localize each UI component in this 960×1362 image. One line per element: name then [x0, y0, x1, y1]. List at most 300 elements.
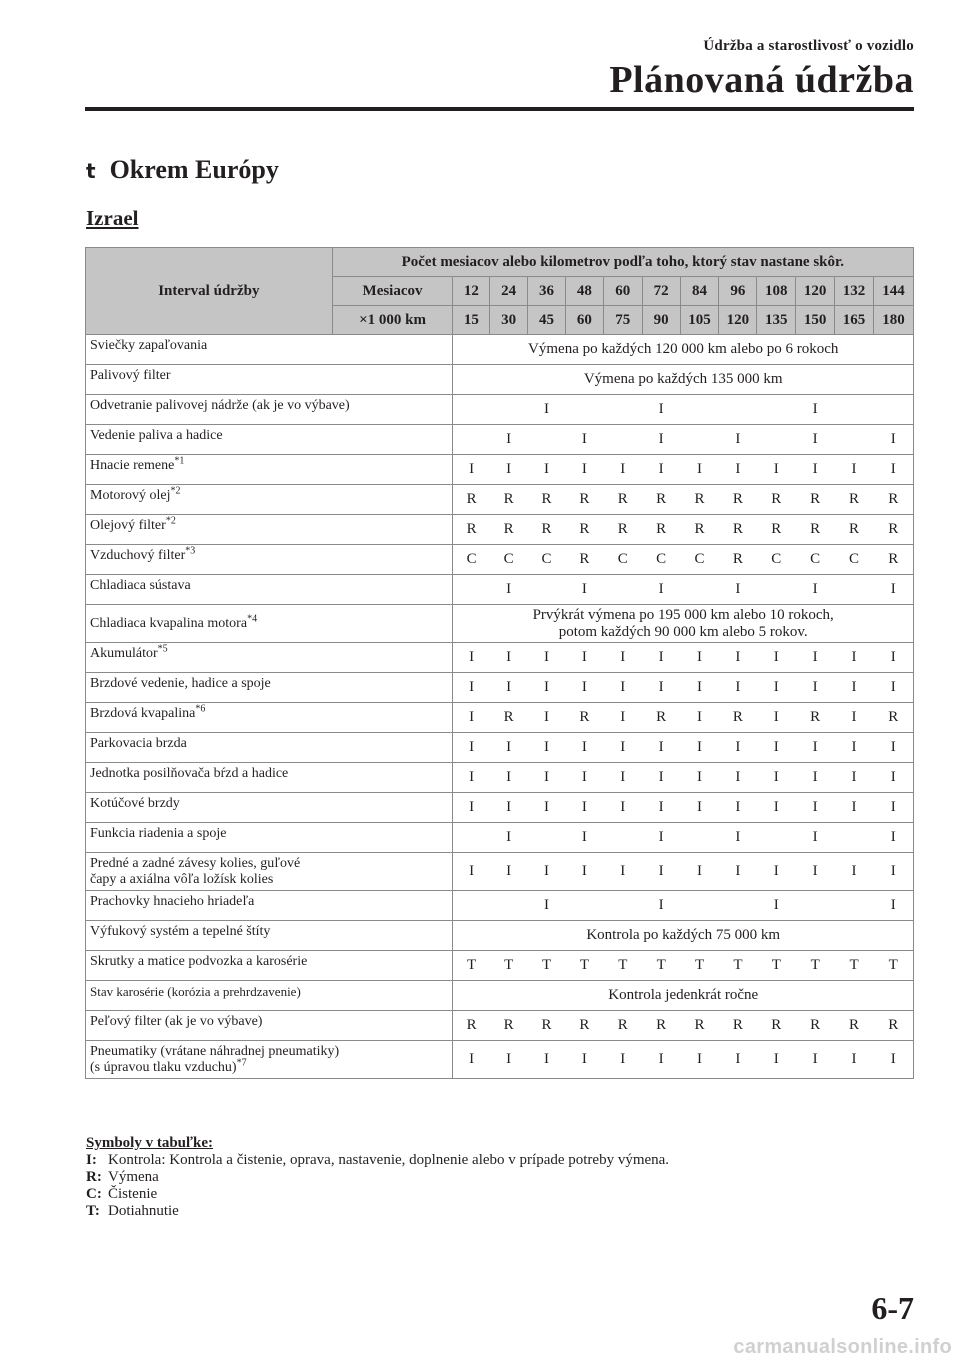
table-row	[86, 395, 914, 425]
legend-text: Dotiahnutie	[108, 1203, 179, 1219]
item-label	[86, 485, 453, 515]
schedule-cell: I	[642, 455, 680, 485]
schedule-cell: I	[796, 763, 835, 793]
schedule-cell	[603, 823, 642, 853]
km-cell: 30	[490, 306, 528, 335]
schedule-cell: I	[757, 673, 796, 703]
schedule-cell: I	[453, 673, 490, 703]
item-label-text: Chladiaca kvapalina motora	[90, 615, 248, 631]
table-row	[86, 545, 914, 575]
interval-note	[453, 605, 914, 643]
schedule-cell: R	[719, 1011, 757, 1041]
schedule-cell: I	[642, 853, 680, 891]
schedule-cell	[835, 891, 874, 921]
schedule-cell: I	[796, 455, 835, 485]
schedule-cell: R	[835, 515, 874, 545]
schedule-cell: I	[874, 425, 914, 455]
schedule-cell: T	[796, 951, 835, 981]
schedule-cell	[757, 823, 796, 853]
schedule-cell: I	[680, 673, 719, 703]
table-row	[86, 673, 914, 703]
schedule-cell: I	[757, 853, 796, 891]
schedule-cell: I	[453, 793, 490, 823]
schedule-cell: I	[796, 793, 835, 823]
km-cell: 60	[565, 306, 603, 335]
interval-note-text: Výmena po každých 120 000 km alebo po 6 rokoch	[528, 341, 839, 357]
item-label-text: Sviečky zapaľovania	[90, 338, 208, 353]
schedule-cell	[453, 823, 490, 853]
schedule-cell: I	[453, 763, 490, 793]
schedule-cell: I	[642, 643, 680, 673]
legend-key: R:	[86, 1169, 102, 1185]
schedule-cell: T	[453, 951, 490, 981]
item-label-text: Stav karosérie (korózia a prehrdzavenie)	[90, 984, 301, 999]
schedule-cell: I	[603, 853, 642, 891]
schedule-cell	[680, 823, 719, 853]
table-row	[86, 455, 914, 485]
schedule-cell: I	[603, 793, 642, 823]
schedule-cell	[680, 575, 719, 605]
km-cell: 165	[835, 306, 874, 335]
schedule-cell: C	[680, 545, 719, 575]
schedule-cell: I	[565, 425, 603, 455]
item-label	[86, 545, 453, 575]
month-cell: 60	[603, 277, 642, 306]
schedule-cell: I	[565, 823, 603, 853]
schedule-cell	[680, 891, 719, 921]
schedule-cell: I	[565, 793, 603, 823]
bullet-icon: t	[86, 159, 96, 183]
schedule-cell: I	[453, 853, 490, 891]
schedule-cell: R	[796, 703, 835, 733]
schedule-cell: I	[490, 455, 528, 485]
schedule-cell: I	[565, 455, 603, 485]
schedule-cell: R	[490, 485, 528, 515]
table-row	[86, 891, 914, 921]
schedule-cell	[835, 425, 874, 455]
interval-note-text-line2: potom každých 90 000 km alebo 5 rokov.	[558, 623, 808, 640]
schedule-cell: I	[835, 793, 874, 823]
table-row	[86, 643, 914, 673]
schedule-cell: I	[565, 643, 603, 673]
item-label	[86, 703, 453, 733]
schedule-cell: C	[603, 545, 642, 575]
schedule-cell: C	[835, 545, 874, 575]
item-label-text: Výfukový systém a tepelné štíty	[90, 924, 271, 939]
schedule-cell: I	[528, 395, 566, 425]
schedule-cell: R	[603, 1011, 642, 1041]
schedule-cell: I	[796, 1041, 835, 1079]
schedule-cell: R	[565, 545, 603, 575]
schedule-cell: I	[565, 1041, 603, 1079]
schedule-cell: T	[565, 951, 603, 981]
schedule-cell: R	[719, 485, 757, 515]
schedule-cell: R	[680, 515, 719, 545]
schedule-cell: T	[719, 951, 757, 981]
schedule-cell: I	[874, 733, 914, 763]
schedule-cell: I	[719, 643, 757, 673]
schedule-cell	[528, 425, 566, 455]
schedule-cell: I	[719, 575, 757, 605]
item-label	[86, 853, 453, 891]
schedule-cell: I	[603, 643, 642, 673]
schedule-cell: I	[680, 703, 719, 733]
item-label	[86, 733, 453, 763]
schedule-cell: R	[757, 1011, 796, 1041]
schedule-cell: R	[796, 485, 835, 515]
schedule-cell: R	[796, 515, 835, 545]
schedule-cell: I	[719, 733, 757, 763]
item-label	[86, 365, 453, 395]
schedule-cell: R	[642, 485, 680, 515]
schedule-cell: C	[757, 545, 796, 575]
schedule-cell: R	[874, 545, 914, 575]
schedule-cell: I	[719, 455, 757, 485]
schedule-cell: I	[528, 1041, 566, 1079]
schedule-cell: I	[603, 673, 642, 703]
schedule-cell: I	[603, 763, 642, 793]
schedule-cell: R	[642, 515, 680, 545]
schedule-cell: R	[642, 703, 680, 733]
km-cell: 45	[528, 306, 566, 335]
schedule-cell: R	[453, 1011, 490, 1041]
footnote-ref: *1	[174, 455, 185, 467]
table-row	[86, 335, 914, 365]
schedule-cell: C	[490, 545, 528, 575]
footnote-ref: *6	[195, 703, 206, 715]
legend-item	[86, 1203, 669, 1220]
schedule-cell: I	[835, 703, 874, 733]
month-cell: 36	[528, 277, 566, 306]
schedule-cell	[835, 575, 874, 605]
table-row	[86, 575, 914, 605]
schedule-cell: I	[757, 643, 796, 673]
schedule-cell	[757, 395, 796, 425]
schedule-cell: I	[565, 853, 603, 891]
month-cell: 84	[680, 277, 719, 306]
legend-item	[86, 1169, 669, 1186]
schedule-cell: R	[453, 485, 490, 515]
legend-key: I:	[86, 1152, 97, 1168]
item-label-text: Vzduchový filter	[90, 548, 186, 563]
schedule-cell: I	[490, 425, 528, 455]
schedule-cell: I	[757, 793, 796, 823]
schedule-cell	[453, 395, 490, 425]
schedule-cell: I	[680, 643, 719, 673]
schedule-cell: I	[874, 853, 914, 891]
schedule-cell: T	[490, 951, 528, 981]
schedule-cell: I	[453, 733, 490, 763]
schedule-cell: R	[874, 515, 914, 545]
table-row	[86, 951, 914, 981]
schedule-cell: I	[642, 733, 680, 763]
schedule-cell: I	[835, 673, 874, 703]
table-row	[86, 605, 914, 643]
item-label-text: Brzdová kvapalina	[90, 706, 196, 721]
schedule-cell: I	[642, 793, 680, 823]
month-cell: 96	[719, 277, 757, 306]
schedule-cell	[874, 395, 914, 425]
interval-note	[453, 921, 914, 951]
schedule-cell: T	[680, 951, 719, 981]
schedule-cell: R	[874, 485, 914, 515]
km-cell: 105	[680, 306, 719, 335]
schedule-cell: I	[796, 853, 835, 891]
schedule-cell: R	[528, 1011, 566, 1041]
table-row	[86, 763, 914, 793]
schedule-cell: I	[528, 733, 566, 763]
month-cell: 24	[490, 277, 528, 306]
schedule-cell: I	[757, 455, 796, 485]
section-header: Údržba a starostlivosť o vozidlo	[703, 38, 914, 54]
schedule-cell: I	[490, 823, 528, 853]
schedule-cell: I	[680, 1041, 719, 1079]
km-cell: 150	[796, 306, 835, 335]
schedule-cell: T	[835, 951, 874, 981]
schedule-cell: R	[680, 485, 719, 515]
schedule-cell: I	[719, 1041, 757, 1079]
month-cell: 108	[757, 277, 796, 306]
interval-note	[453, 335, 914, 365]
schedule-cell: I	[642, 763, 680, 793]
km-label: ×1 000 km	[332, 306, 453, 335]
schedule-cell	[603, 395, 642, 425]
schedule-cell: I	[680, 853, 719, 891]
item-label	[86, 605, 453, 643]
schedule-cell	[603, 425, 642, 455]
schedule-cell: I	[757, 1041, 796, 1079]
schedule-cell: T	[757, 951, 796, 981]
item-label	[86, 425, 453, 455]
item-label-text: Prachovky hnacieho hriadeľa	[90, 894, 255, 909]
legend-heading: Symboly v tabuľke:	[86, 1135, 214, 1151]
schedule-cell: I	[490, 763, 528, 793]
legend-text: Čistenie	[108, 1186, 158, 1202]
item-label-text: Brzdové vedenie, hadice a spoje	[90, 676, 271, 691]
table-row	[86, 793, 914, 823]
schedule-cell: R	[565, 485, 603, 515]
schedule-cell: R	[719, 515, 757, 545]
item-label	[86, 921, 453, 951]
month-cell: 132	[835, 277, 874, 306]
item-label-text: Odvetranie palivovej nádrže (ak je vo výbave)	[90, 398, 350, 413]
schedule-cell: T	[528, 951, 566, 981]
item-label-text: Vedenie paliva a hadice	[90, 428, 223, 443]
km-cell: 120	[719, 306, 757, 335]
region-subheading: Izrael	[86, 206, 139, 230]
item-label-text-line2: čapy a axiálna vôľa ložísk kolies	[90, 872, 274, 887]
item-label-text: Parkovacia brzda	[90, 736, 187, 751]
footnote-ref: *2	[170, 485, 181, 497]
schedule-cell: R	[490, 515, 528, 545]
schedule-cell: R	[603, 515, 642, 545]
item-label-text: Hnacie remene	[90, 458, 175, 473]
schedule-cell: I	[796, 425, 835, 455]
table-row	[86, 425, 914, 455]
schedule-cell: I	[490, 673, 528, 703]
schedule-cell: I	[757, 763, 796, 793]
schedule-cell: I	[796, 395, 835, 425]
schedule-cell: I	[680, 733, 719, 763]
schedule-cell	[719, 891, 757, 921]
table-row	[86, 981, 914, 1011]
legend-item	[86, 1186, 669, 1203]
schedule-cell: R	[603, 485, 642, 515]
item-label	[86, 823, 453, 853]
schedule-cell: T	[603, 951, 642, 981]
schedule-cell: R	[680, 1011, 719, 1041]
km-cell: 90	[642, 306, 680, 335]
legend-text: Výmena	[108, 1169, 159, 1185]
schedule-cell: I	[719, 673, 757, 703]
month-cell: 144	[874, 277, 914, 306]
legend-text: Kontrola: Kontrola a čistenie, oprava, nastavenie, doplnenie alebo v prípade potreby výmena.	[108, 1152, 670, 1168]
schedule-cell	[490, 395, 528, 425]
schedule-cell: R	[528, 485, 566, 515]
schedule-cell: R	[565, 1011, 603, 1041]
footnote-ref: *7	[236, 1057, 247, 1069]
schedule-cell: I	[528, 763, 566, 793]
item-label-text: Pneumatiky (vrátane náhradnej pneumatiky)	[90, 1044, 340, 1059]
item-label	[86, 395, 453, 425]
interval-note	[453, 981, 914, 1011]
legend-item	[86, 1152, 669, 1169]
schedule-cell: I	[874, 575, 914, 605]
month-cell: 72	[642, 277, 680, 306]
schedule-cell	[835, 823, 874, 853]
section-heading-text: Okrem Európy	[109, 155, 279, 184]
item-label-text: Motorový olej	[90, 488, 171, 503]
schedule-cell: R	[528, 515, 566, 545]
schedule-cell: R	[490, 703, 528, 733]
item-label	[86, 1041, 453, 1079]
item-label-text: Kotúčové brzdy	[90, 796, 180, 811]
schedule-cell: I	[719, 853, 757, 891]
table-row	[86, 703, 914, 733]
schedule-cell: I	[719, 823, 757, 853]
schedule-cell	[757, 425, 796, 455]
schedule-cell: I	[719, 793, 757, 823]
schedule-cell: I	[680, 763, 719, 793]
item-label	[86, 1011, 453, 1041]
schedule-cell	[680, 425, 719, 455]
schedule-cell: I	[642, 575, 680, 605]
schedule-cell: I	[453, 643, 490, 673]
schedule-cell: I	[719, 763, 757, 793]
item-label-text: Jednotka posilňovača bŕzd a hadice	[90, 766, 289, 781]
schedule-cell: I	[490, 1041, 528, 1079]
schedule-cell: R	[757, 485, 796, 515]
schedule-cell: I	[565, 763, 603, 793]
schedule-cell: I	[490, 643, 528, 673]
schedule-cell: I	[603, 455, 642, 485]
schedule-cell: I	[796, 643, 835, 673]
item-label	[86, 515, 453, 545]
schedule-cell: I	[796, 733, 835, 763]
schedule-cell: I	[528, 673, 566, 703]
schedule-cell: I	[835, 455, 874, 485]
schedule-cell	[796, 891, 835, 921]
schedule-cell	[453, 575, 490, 605]
maintenance-schedule-table	[85, 247, 914, 1079]
schedule-cell: R	[796, 1011, 835, 1041]
schedule-cell: I	[642, 1041, 680, 1079]
schedule-cell: I	[528, 455, 566, 485]
schedule-cell: I	[796, 673, 835, 703]
schedule-cell	[603, 575, 642, 605]
interval-note-text: Prvýkrát výmena po 195 000 km alebo 10 rokoch,	[532, 606, 834, 623]
schedule-cell: I	[835, 763, 874, 793]
page-number: 6-7	[871, 1290, 914, 1326]
interval-note-text: Kontrola jedenkrát ročne	[608, 987, 759, 1003]
schedule-cell: I	[642, 395, 680, 425]
chapter-title: Plánovaná údržba	[609, 59, 914, 101]
schedule-cell: I	[757, 733, 796, 763]
schedule-cell: I	[565, 673, 603, 703]
schedule-cell	[565, 891, 603, 921]
schedule-cell: I	[874, 673, 914, 703]
km-cell: 135	[757, 306, 796, 335]
schedule-cell: T	[642, 951, 680, 981]
month-cell: 12	[453, 277, 490, 306]
item-label-text: Akumulátor	[90, 646, 158, 661]
table-row	[86, 485, 914, 515]
schedule-cell: R	[874, 703, 914, 733]
schedule-cell: I	[603, 733, 642, 763]
footnote-ref: *2	[165, 515, 176, 527]
interval-label: Interval údržby	[86, 248, 333, 335]
schedule-cell: I	[642, 891, 680, 921]
km-cell: 75	[603, 306, 642, 335]
km-cell: 180	[874, 306, 914, 335]
table-row	[86, 1011, 914, 1041]
table-row	[86, 853, 914, 891]
schedule-cell: R	[719, 545, 757, 575]
schedule-cell: I	[528, 853, 566, 891]
schedule-cell: I	[453, 703, 490, 733]
schedule-cell	[719, 395, 757, 425]
schedule-cell: I	[874, 823, 914, 853]
header-rule	[85, 107, 914, 111]
schedule-cell: I	[874, 1041, 914, 1079]
schedule-cell: I	[490, 575, 528, 605]
item-label	[86, 643, 453, 673]
month-cell: 120	[796, 277, 835, 306]
schedule-cell: R	[719, 703, 757, 733]
schedule-cell: I	[453, 1041, 490, 1079]
months-label: Mesiacov	[332, 277, 453, 306]
schedule-cell: I	[453, 455, 490, 485]
schedule-cell	[565, 395, 603, 425]
schedule-cell: I	[528, 793, 566, 823]
schedule-cell	[835, 395, 874, 425]
item-label-text: Peľový filter (ak je vo výbave)	[90, 1014, 263, 1029]
schedule-cell: C	[528, 545, 566, 575]
schedule-cell: I	[835, 853, 874, 891]
item-label	[86, 763, 453, 793]
schedule-cell	[528, 575, 566, 605]
schedule-cell: I	[835, 643, 874, 673]
month-cell: 48	[565, 277, 603, 306]
schedule-cell: I	[874, 891, 914, 921]
table-row	[86, 921, 914, 951]
schedule-cell	[603, 891, 642, 921]
legend-key: T:	[86, 1203, 100, 1219]
table-row	[86, 823, 914, 853]
schedule-cell: I	[796, 823, 835, 853]
schedule-cell: I	[642, 823, 680, 853]
interval-note-text: Výmena po každých 135 000 km	[583, 371, 783, 387]
